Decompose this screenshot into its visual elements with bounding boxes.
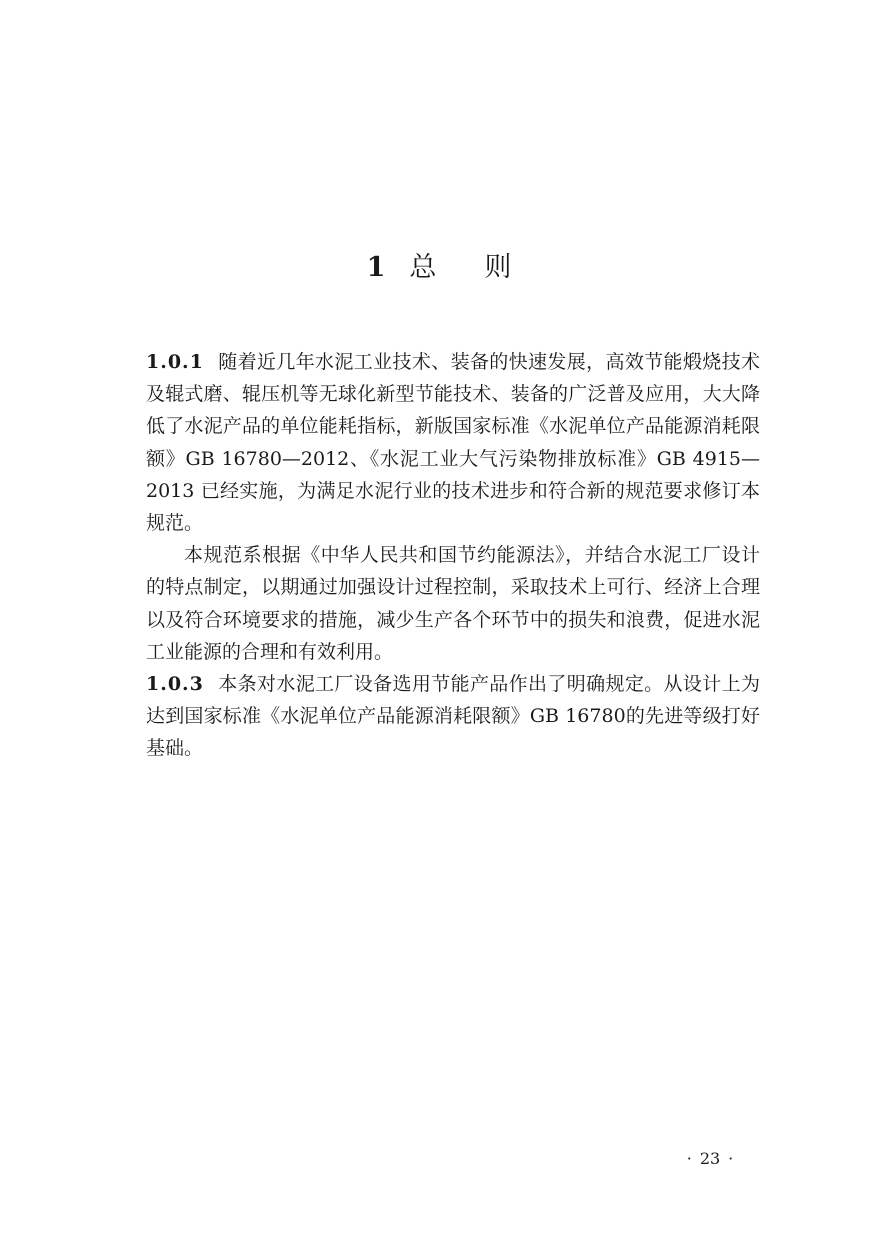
page-number [670,1148,750,1170]
clause-number: 1.0.3 [146,673,204,696]
chapter-number: 1 [366,252,386,283]
page-number-dot-left: · [686,1149,692,1168]
chapter-title-char-1: 总 [409,252,437,283]
clause-1-0-3 [146,668,760,765]
clause-text: 随着近几年水泥工业技术、装备的快速发展，高效节能煅烧技术及辊式磨、辊压机等无球化新型节能技术、装备的广泛普及应用，大大降低了水泥产品的单位能耗指标，新版国家标准《水泥单位产品能源消耗限额》GB 16780—2012、《水泥工业大气污染物排放标准》GB 4915—2013 已经实施，为满足水泥行业的技术进步和符合新的规范要求修订本规范。 [146,351,760,535]
chapter-title-char-2: 则 [484,252,512,283]
page-number-dot-right: · [728,1149,734,1168]
chapter-body [146,346,760,765]
clause-text: 本条对水泥工厂设备选用节能产品作出了明确规定。从设计上为达到国家标准《水泥单位产品能源消耗限额》GB 16780的先进等级打好基础。 [146,673,760,760]
clause-1-0-1-paragraph-2: 本规范系根据《中华人民共和国节约能源法》，并结合水泥工厂设计的特点制定，以期通过加强设计过程控制，采取技术上可行、经济上合理以及符合环境要求的措施，减少生产各个环节中的损失和浪费，促进水泥工业能源的合理和有效利用。 [146,544,760,663]
page-number-value: 23 [699,1149,721,1168]
clause-1-0-1 [146,346,760,539]
clause-number: 1.0.1 [146,351,204,373]
chapter-heading [0,248,878,288]
